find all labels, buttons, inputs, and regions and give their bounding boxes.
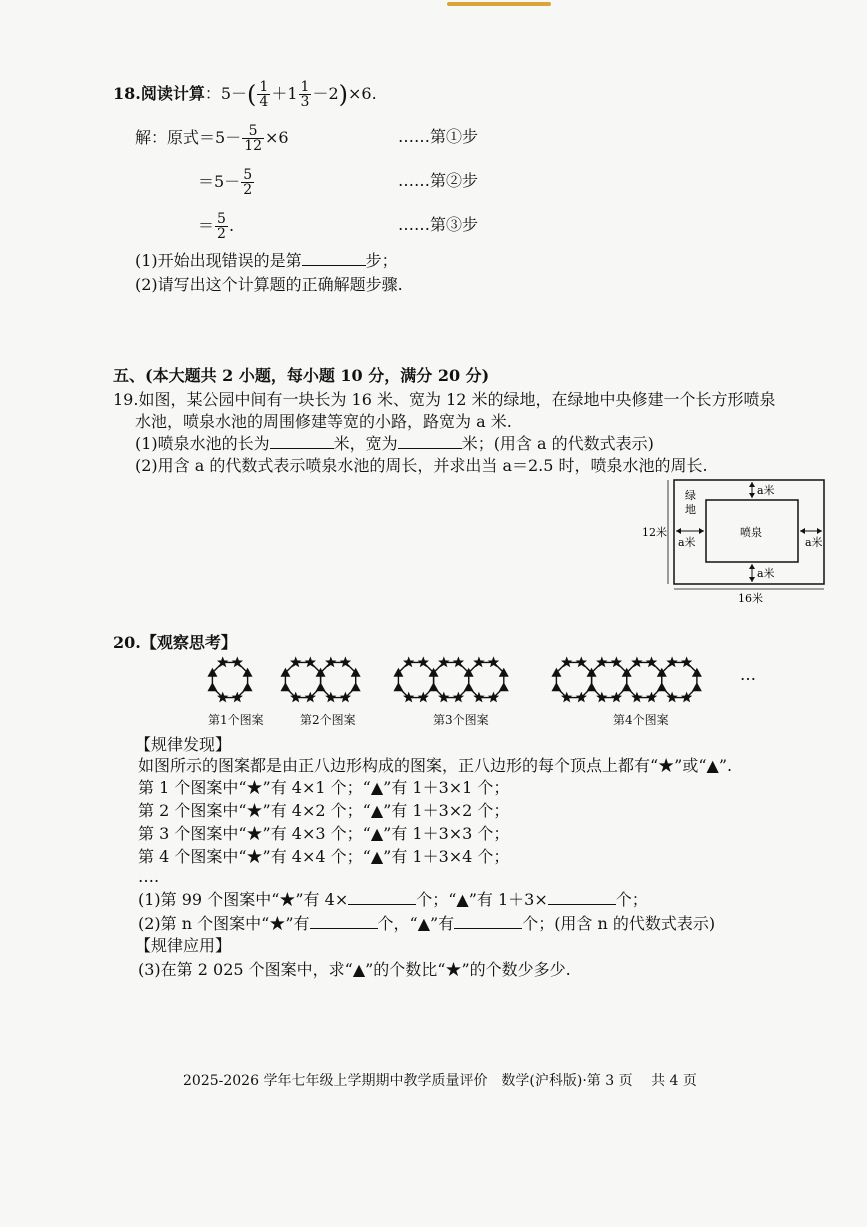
octagon	[398, 662, 433, 697]
q20-fact-3: 第 3 个图案中“★”有 4×3 个；“▲”有 1＋3×3 个；	[138, 824, 510, 843]
octagon	[212, 662, 247, 697]
triangle-mark	[280, 682, 290, 691]
octagon	[592, 662, 627, 697]
caption-figure-3: 第3个图案	[433, 713, 489, 727]
answer-blank[interactable]	[548, 890, 616, 905]
fraction: $\frac{5}{2}$	[217, 211, 226, 242]
park-diagram	[640, 475, 840, 605]
q18-title: 18.阅读计算	[113, 84, 205, 103]
fraction: $\frac{1}{4}$	[259, 79, 269, 110]
triangle-mark	[207, 682, 217, 691]
octagon	[556, 662, 591, 697]
answer-blank[interactable]	[348, 890, 416, 905]
label-a-bottom: a米	[757, 567, 775, 580]
figures-ellipsis: …	[740, 665, 756, 684]
label-fountain: 喷泉	[740, 526, 762, 539]
answer-blank[interactable]	[398, 434, 462, 449]
q19-part2: (2)用含 a 的代数式表示喷泉水池的周长，并求出当 a＝2.5 时，喷泉水池的周长.	[135, 456, 708, 475]
label-height: 12米	[642, 526, 667, 539]
page-footer: 2025-2026 学年七年级上学期期中教学质量评价 数学(沪科版)·第 3 页 共 4 页	[183, 1073, 697, 1089]
q18-step3-note: ……第③步	[398, 215, 479, 234]
q18-part1: (1)开始出现错误的是第 步；	[135, 251, 398, 270]
answer-blank[interactable]	[454, 914, 522, 929]
caption-figure-2: 第2个图案	[300, 713, 356, 727]
q20-apply-title: 【规律应用】	[135, 936, 232, 955]
q20-title: 20.【观察思考】	[113, 633, 237, 652]
q18-problem: 18.阅读计算：5－( $\frac{1}{4}$ ＋1 $\frac{1}{3}$ －2)×6.	[113, 79, 377, 110]
q18-step2-note: ……第②步	[398, 171, 479, 190]
q20-dots: ….	[138, 867, 160, 886]
answer-blank[interactable]	[302, 251, 366, 266]
triangle-mark	[243, 682, 253, 691]
caption-figure-1: 第1个图案	[208, 713, 264, 727]
q20-description: 如图所示的图案都是由正八边形构成的图案，正八边形的每个顶点上都有“★”或“▲”.	[138, 756, 733, 775]
q19-line1: 19.如图，某公园中间有一块长为 16 米、宽为 12 米的绿地，在绿地中央修建一个长方形喷泉	[113, 390, 776, 409]
fraction: $\frac{5}{12}$	[244, 123, 263, 154]
q18-step1-note: ……第①步	[398, 127, 479, 146]
caption-figure-4: 第4个图案	[613, 713, 669, 727]
answer-blank[interactable]	[310, 914, 378, 929]
q20-part3: (3)在第 2 025 个图案中，求“▲”的个数比“★”的个数少多少.	[138, 960, 571, 979]
label-green-2: 地	[685, 503, 696, 516]
label-a-right: a米	[805, 536, 823, 549]
q18-step2: ＝5－ $\frac{5}{2}$	[198, 167, 253, 198]
q19-line2: 水池，喷泉水池的周围修建等宽的小路，路宽为 a 米.	[135, 412, 512, 431]
label-green-1: 绿	[685, 489, 696, 502]
q20-part1: (1)第 99 个图案中“★”有 4× 个；“▲”有 1＋3× 个；	[138, 890, 648, 909]
triangle-mark	[351, 682, 361, 691]
octagon	[285, 662, 320, 697]
q18-step3: ＝ $\frac{5}{2}$ .	[198, 211, 235, 242]
q20-fact-1: 第 1 个图案中“★”有 4×1 个；“▲”有 1＋3×1 个；	[138, 778, 510, 797]
q20-part2: (2)第 n 个图案中“★”有 个，“▲”有 个；(用含 n 的代数式表示)	[138, 914, 716, 933]
octagon	[662, 662, 697, 697]
top-color-strip	[447, 2, 551, 6]
q20-rule-title: 【规律发现】	[135, 735, 232, 754]
q18-step1: 解：原式＝5－ $\frac{5}{12}$ ×6	[135, 123, 289, 154]
octagon-pattern-figures	[200, 650, 760, 712]
label-a-top: a米	[757, 484, 775, 497]
q20-fact-2: 第 2 个图案中“★”有 4×2 个；“▲”有 1＋3×2 个；	[138, 801, 510, 820]
answer-blank[interactable]	[270, 434, 334, 449]
q19-part1: (1)喷泉水池的长为 米，宽为 米；(用含 a 的代数式表示)	[135, 434, 654, 453]
octagon	[627, 662, 662, 697]
q20-fact-4: 第 4 个图案中“★”有 4×4 个；“▲”有 1＋3×4 个；	[138, 847, 510, 866]
label-width: 16米	[738, 592, 763, 605]
octagon	[434, 662, 469, 697]
fraction: $\frac{5}{2}$	[243, 167, 253, 198]
triangle-mark	[551, 682, 561, 691]
triangle-mark	[692, 682, 702, 691]
q18-part2: (2)请写出这个计算题的正确解题步骤.	[135, 275, 403, 294]
label-a-left: a米	[678, 536, 696, 549]
triangle-mark	[393, 682, 403, 691]
octagon	[469, 662, 504, 697]
fraction: $\frac{1}{3}$	[300, 79, 310, 110]
triangle-mark	[499, 682, 509, 691]
octagon	[321, 662, 356, 697]
section-heading: 五、(本大题共 2 小题，每小题 10 分，满分 20 分)	[113, 366, 490, 385]
